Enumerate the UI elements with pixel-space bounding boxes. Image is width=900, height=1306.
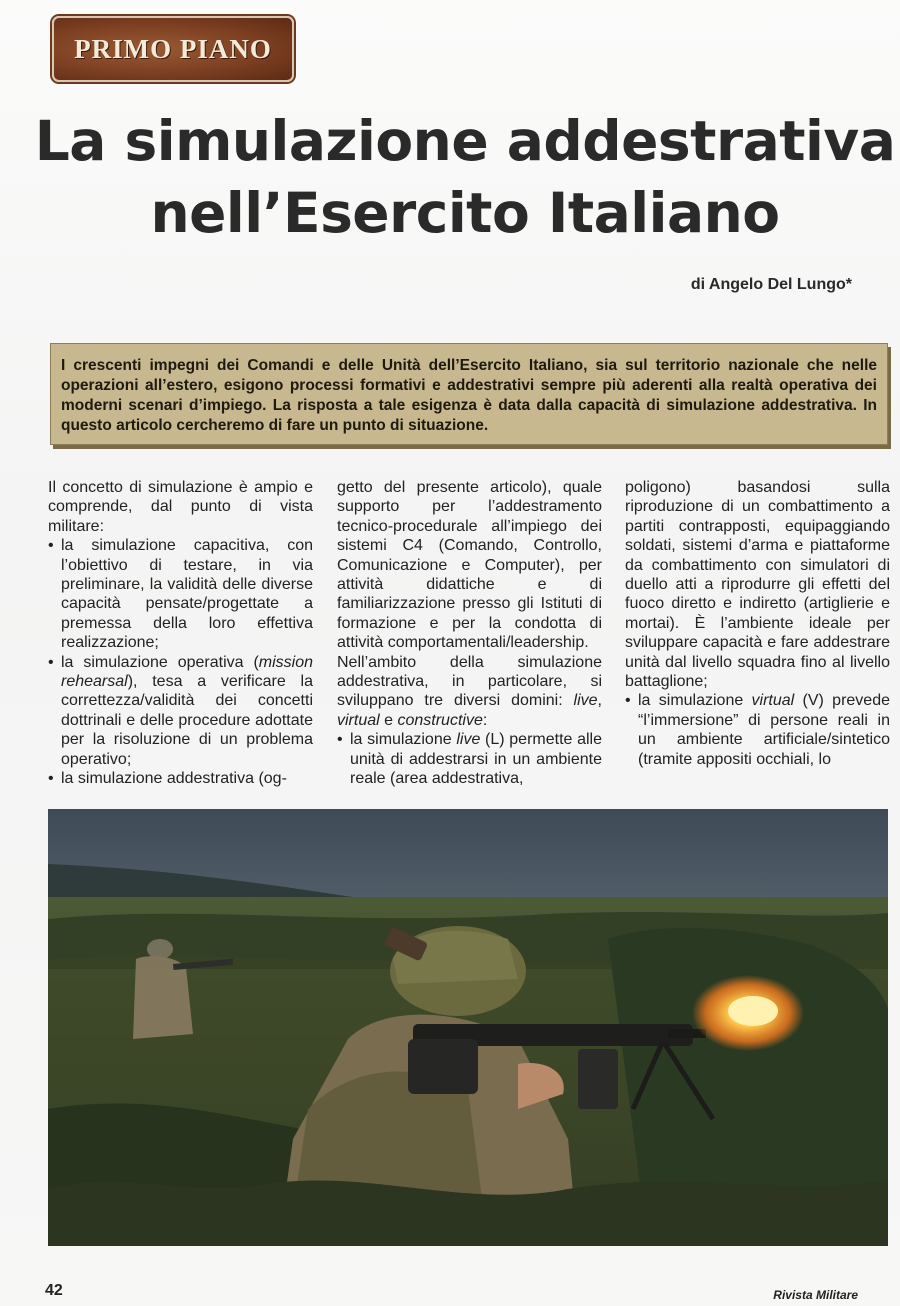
article-title (30, 105, 900, 249)
body-column-2 (337, 478, 602, 789)
body-column-3 (625, 478, 890, 769)
list-item-text: (L) permette alle unità di addestrarsi in un ambiente reale (area addestrativa, (350, 731, 603, 788)
section-tag (52, 16, 294, 82)
magazine-name: Rivista Militare (773, 1288, 858, 1302)
list-item-text: la simulazione addestrativa (og- (61, 770, 287, 788)
domain-virtual: virtual (337, 711, 380, 729)
article-title-line1: La simulazione addestrativa (34, 109, 896, 173)
paragraph-text: e (379, 711, 398, 729)
lead-text: I crescenti impegni dei Comandi e delle Unità dell’Esercito Italiano, sia sul territorio nazionale che nelle operazioni all’estero, esigono processi formativi e addestrativi sempre più aderenti alla realtà operativa dei moderni scenari d’impiego. La risposta a tale esigenza è data dalla capacità di simulazione addestrativa. In questo articolo cercheremo di fare un punto di situazione. (61, 357, 877, 434)
domain-constructive: constructive (397, 711, 483, 729)
col1-intro: Il concetto di simulazione è ampio e comprende, dal punto di vista militare: (48, 479, 313, 535)
col2-continuation: getto del presente articolo), quale supporto per l’addestramento tecnico-procedurale all’impiego dei sistemi C4 (Comando, Controllo, Comunicazione e Computer), per attività didattiche e di familiarizzazione presso gli Istituti di formazione e per la condotta di attività comportamentali/leadership. (337, 479, 602, 652)
list-item (625, 691, 890, 769)
list-item-text: ), tesa a verificare la correttezza/validità dei concetti dottrinali e delle procedure adottate per la risoluzione di un problema operativo; (61, 673, 313, 768)
paragraph-text: Nell’ambito della simulazione addestrativa, in particolare, si sviluppano tre diversi domini: (337, 653, 602, 710)
list-item-text: (V) prevede “l’immersione” di persone reali in un ambiente artificiale/sintetico (tramite appositi occhiali, lo (638, 692, 890, 768)
article-title-line2: nell’Esercito Italiano (150, 181, 780, 245)
domains-list-continued (625, 691, 890, 769)
domain-live: live (573, 692, 598, 710)
col3-continuation: poligono) basandosi sulla riproduzione di un combattimento a partiti contrapposti, equipaggiando soldati, sistemi d’arma e piattaforme da combattimento con simulatori di duello atti a riprodurre gli effetti del fuoco diretto e indiretto (artiglierie e mortai). È l’ambiente ideale per sviluppare capacità e fare addestrare unità dal livello squadra fino al livello battaglione; (625, 479, 890, 691)
byline: di Angelo Del Lungo* (690, 276, 852, 293)
list-item-emphasis: virtual (751, 692, 795, 710)
list-item-text: la simulazione capacitiva, con l’obiettivo di testare, in via preliminare, la validità delle diverse capacità pensate/progettate a premessa della loro effettiva realizzazione; (61, 537, 313, 652)
body-column-1 (48, 478, 313, 789)
section-tag-label: PRIMO PIANO (74, 33, 272, 64)
paragraph-text: : (482, 711, 488, 729)
simulation-types-list (48, 536, 313, 788)
domains-list (337, 730, 602, 788)
list-item-emphasis: mission rehearsal (61, 653, 313, 691)
paragraph-text: , (597, 692, 602, 710)
soldier-firing-photo (48, 809, 888, 1246)
lead-box (50, 343, 888, 445)
list-item (337, 730, 602, 788)
list-item-text: la simulazione operativa ( (61, 653, 259, 671)
col2-paragraph (337, 653, 602, 731)
page-number: 42 (45, 1282, 63, 1299)
list-item-emphasis: live (456, 731, 481, 749)
list-item (48, 536, 313, 652)
list-item-text: la simulazione (638, 692, 752, 710)
list-item (48, 769, 313, 788)
list-item (48, 653, 313, 769)
list-item-text: la simulazione (350, 731, 457, 749)
